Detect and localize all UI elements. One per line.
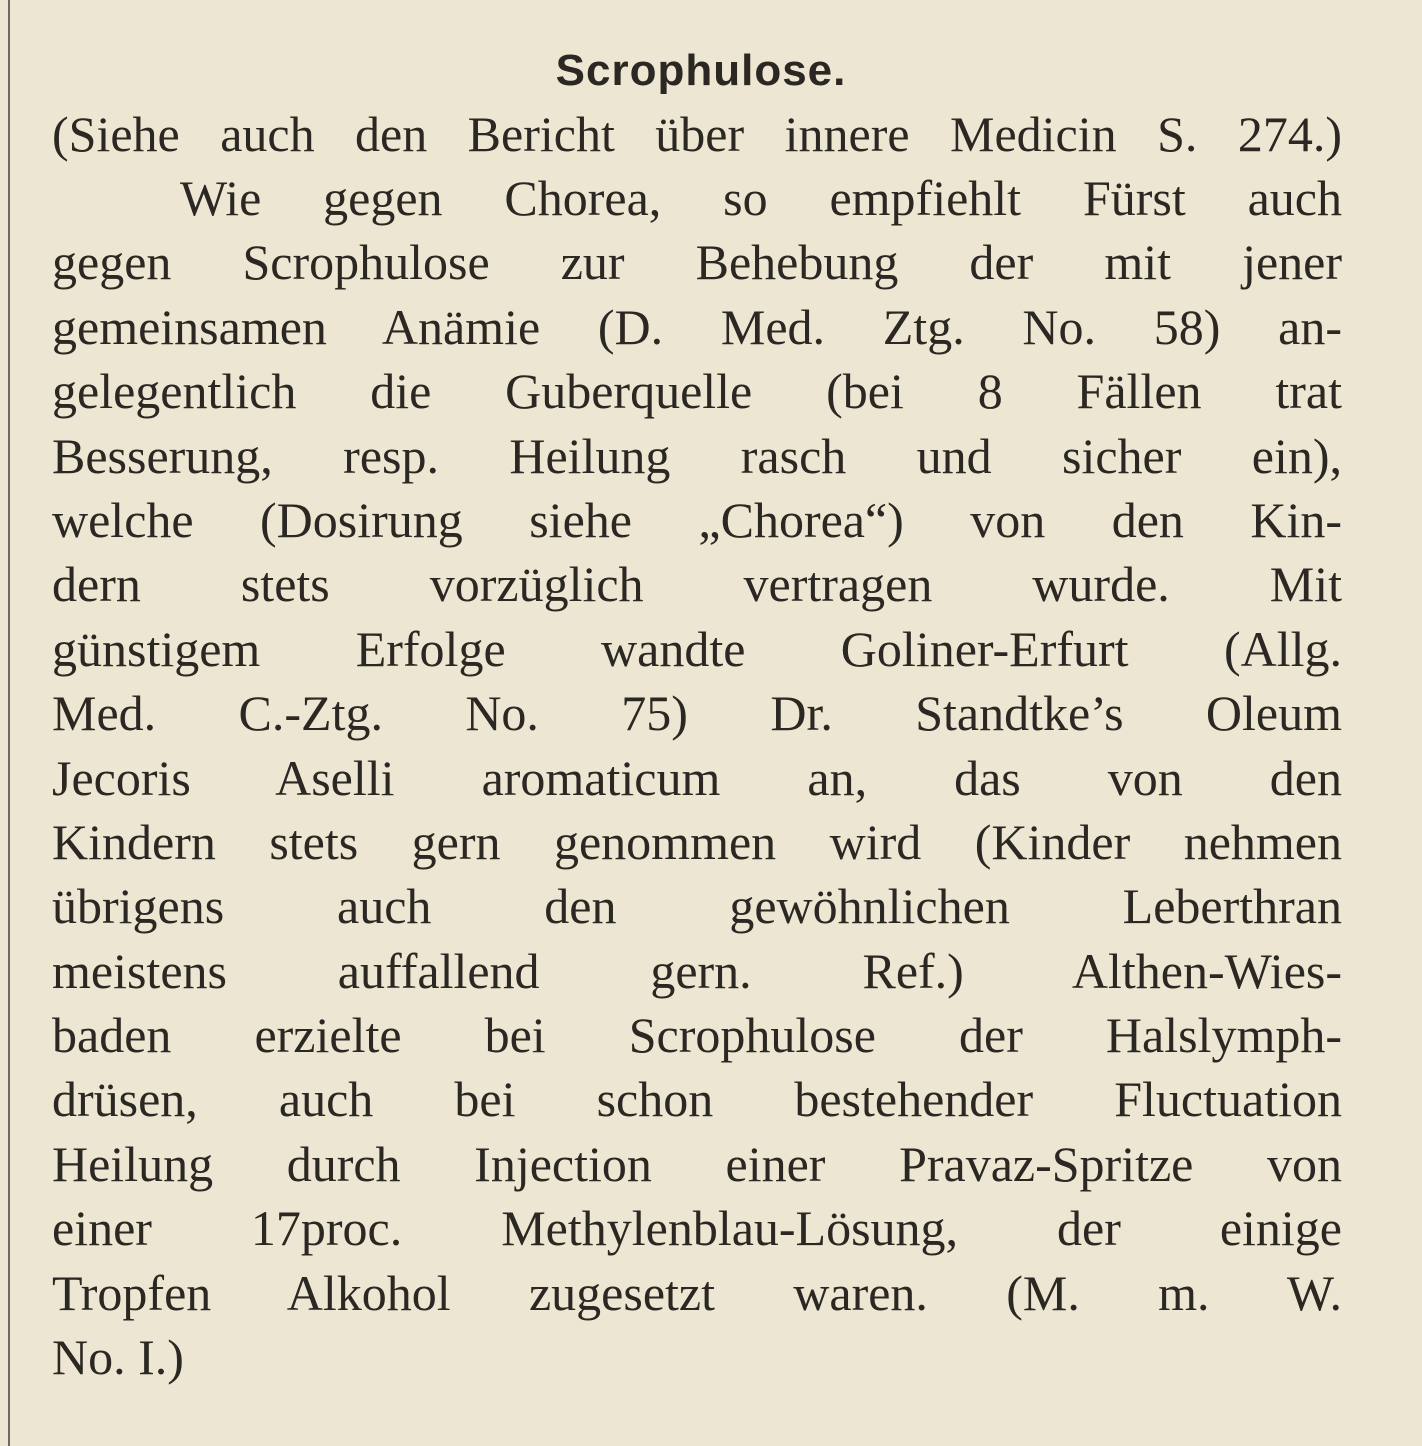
text-line: Kindern stets gern genommen wird (Kinder nehmen — [52, 813, 1342, 870]
text-line: No. I.) — [52, 1329, 184, 1386]
text-line: drüsen, auch bei schon bestehender Fluctuation — [52, 1071, 1342, 1128]
text-line: einer 17proc. Methylenblau-Lösung, der einige — [52, 1200, 1342, 1257]
text-line: Tropfen Alkohol zugesetzt waren. (M. m. W. — [52, 1264, 1342, 1321]
text-line: gelegentlich die Guberquelle (bei 8 Fällen trat — [52, 363, 1342, 420]
text-line: günstigem Erfolge wandte Goliner-Erfurt (Allg. — [52, 620, 1342, 677]
text-line: Heilung durch Injection einer Pravaz-Spritze von — [52, 1135, 1342, 1192]
text-line: Jecoris Aselli aromaticum an, das von den — [52, 749, 1342, 806]
article — [52, 40, 1342, 1389]
text-line: welche (Dosirung siehe „Chorea“) von den Kin- — [52, 491, 1342, 548]
text-line: Med. C.-Ztg. No. 75) Dr. Standtke’s Oleum — [52, 685, 1342, 742]
text-line: gemeinsamen Anämie (D. Med. Ztg. No. 58) an- — [52, 298, 1342, 355]
text-line: meistens auffallend gern. Ref.) Althen-Wies- — [52, 942, 1342, 999]
cross-reference: (Siehe auch den Bericht über innere Medicin S. 274.) — [52, 106, 1342, 162]
text-line: baden erzielte bei Scrophulose der Halslymph- — [52, 1007, 1342, 1064]
text-line: dern stets vorzüglich vertragen wurde. Mit — [52, 556, 1342, 613]
text-line: übrigens auch den gewöhnlichen Leberthran — [52, 878, 1342, 935]
page-edge-rule — [8, 0, 10, 1446]
text-line: Wie gegen Chorea, so empfiehlt Fürst auch — [180, 170, 1342, 226]
article-title: Scrophulose. — [555, 46, 847, 95]
text-line: Besserung, resp. Heilung rasch und sicher ein), — [52, 427, 1342, 484]
text-line: gegen Scrophulose zur Behebung der mit jener — [52, 234, 1342, 291]
